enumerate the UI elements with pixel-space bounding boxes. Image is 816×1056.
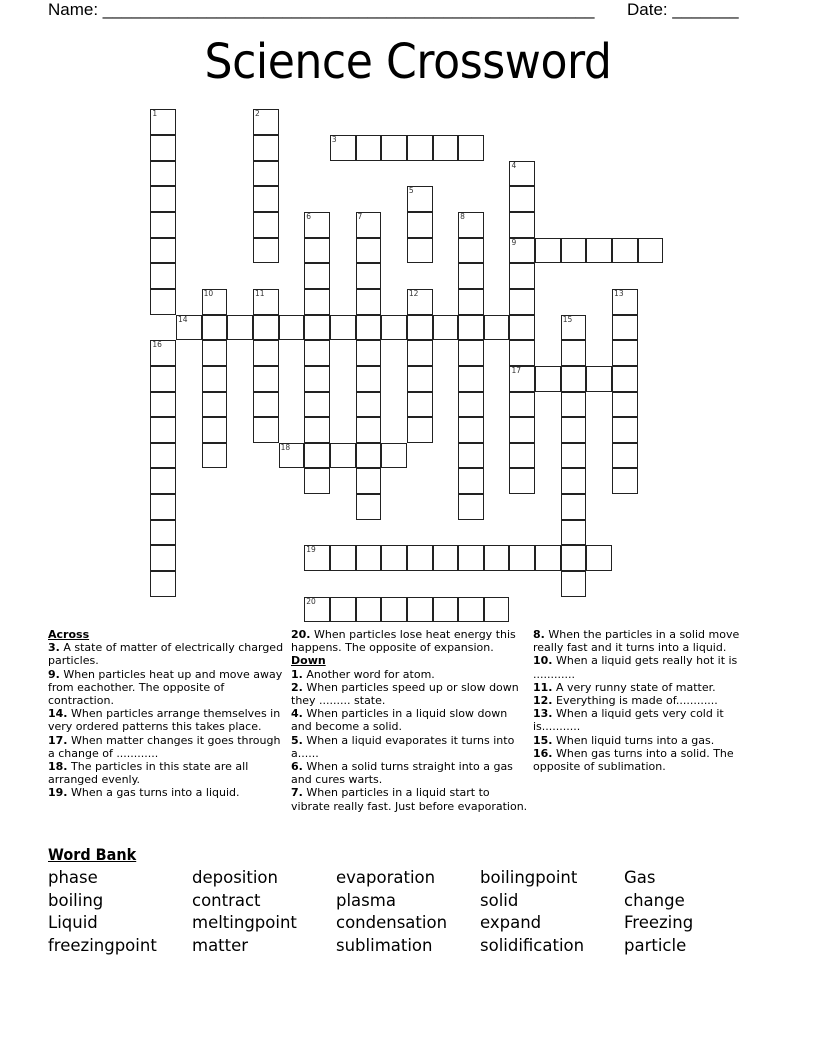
grid-cell[interactable] [202,315,228,341]
grid-cell[interactable] [458,366,484,392]
grid-cell[interactable] [150,494,176,520]
clue-number: 18 [280,442,291,452]
grid-cell[interactable] [304,340,330,366]
grid-cell[interactable] [202,366,228,392]
grid-cell[interactable] [509,263,535,289]
word-bank-word: solid [480,890,519,910]
grid-cell[interactable] [150,161,176,187]
word-bank-word: expand [480,913,542,933]
grid-cell[interactable] [433,597,459,623]
grid-cell[interactable] [638,238,664,264]
clue-down-12: 12. Everything is made of............ [533,694,718,708]
clue-number: 3 [331,135,337,144]
clue-number: 5 [408,186,414,196]
clues-column-1 [48,628,284,800]
grid-cell[interactable] [509,392,535,418]
clue-number: 6 [306,211,312,221]
grid-cell[interactable] [561,571,587,597]
grid-cell[interactable] [253,135,279,161]
clue-down-6: 6. When a solid turns straight into a gas and cures warts. [291,760,513,787]
clue-down-10: 10. When a liquid gets really hot it is ............ [533,654,738,681]
grid-cell[interactable] [304,289,330,315]
word-bank-word: evaporation [336,868,436,887]
grid-cell[interactable] [150,340,176,366]
grid-cell[interactable] [561,545,587,571]
grid-cell[interactable] [150,238,176,264]
clue-number: 20 [306,596,316,606]
grid-cell[interactable] [381,315,407,341]
grid-cell[interactable] [253,212,279,238]
grid-cell[interactable] [561,494,587,520]
word-bank-word: change [624,890,685,910]
grid-cell[interactable] [150,186,176,212]
grid-cell[interactable] [458,263,484,289]
clue-number: 4 [511,160,517,170]
grid-cell[interactable] [484,597,510,623]
word-bank-word: Freezing [624,913,694,933]
grid-cell[interactable] [484,545,510,571]
clue-down-7: 7. When particles in a liquid start to vibrate really fast. Just before evaporation. [291,786,528,813]
clue-number: 8 [460,211,465,221]
grid-cell[interactable] [612,289,638,315]
word-bank-word: matter [192,935,249,955]
clue-across-19: 19. When a gas turns into a liquid. [48,786,240,800]
word-bank-row [48,935,768,958]
grid-cell[interactable] [407,392,433,418]
grid-cell[interactable] [407,340,433,366]
grid-cell[interactable] [458,443,484,469]
grid-cell[interactable] [509,315,535,341]
clue-number: 16 [152,340,162,350]
grid-cell[interactable] [356,597,382,623]
grid-cell[interactable] [458,289,484,315]
clue-number: 9 [511,237,517,247]
grid-cell[interactable] [227,315,253,341]
grid-cell[interactable] [407,135,433,161]
word-bank-word: phase [48,868,98,887]
grid-cell[interactable] [612,315,638,341]
grid-cell[interactable] [458,545,484,571]
word-bank-word: deposition [192,868,278,887]
grid-cell[interactable] [509,417,535,443]
grid-cell[interactable] [253,417,279,443]
grid-cell[interactable] [304,392,330,418]
grid-cell[interactable] [561,366,587,392]
grid-cell[interactable] [612,443,638,469]
grid-cell[interactable] [356,417,382,443]
grid-cell[interactable] [356,366,382,392]
clue-across-3: 3. A state of matter of electrically charged particles. [48,641,284,668]
grid-cell[interactable] [612,366,638,392]
grid-cell[interactable] [202,340,228,366]
grid-cell[interactable] [356,494,382,520]
grid-cell[interactable] [612,238,638,264]
name-field[interactable]: Name: ____________________________________________________ [48,0,595,19]
grid-cell[interactable] [458,392,484,418]
grid-cell[interactable] [150,289,176,315]
grid-cell[interactable] [356,468,382,494]
grid-cell[interactable] [433,545,459,571]
grid-cell[interactable] [330,597,356,623]
grid-cell[interactable] [407,545,433,571]
grid-cell[interactable] [407,212,433,238]
grid-cell[interactable] [356,263,382,289]
clue-number: 11 [254,288,265,298]
word-bank-word: freezingpoint [48,935,157,955]
crossword-grid [151,110,671,630]
clue-number: 7 [357,211,363,221]
grid-cell[interactable] [509,340,535,366]
grid-cell[interactable] [150,263,176,289]
header [48,0,739,20]
word-bank-row [48,890,768,913]
grid-cell[interactable] [407,417,433,443]
word-bank-word: solidification [480,935,585,955]
word-bank-word: boilingpoint [480,868,578,887]
grid-cell[interactable] [304,443,330,469]
grid-cell[interactable] [150,109,176,135]
grid-cell[interactable] [202,443,228,469]
grid-cell[interactable] [356,340,382,366]
grid-cell[interactable] [150,417,176,443]
grid-cell[interactable] [150,468,176,494]
clue-number: 2 [254,109,260,119]
clue-down-16: 16. When gas turns into a solid. The opposite of sublimation. [533,746,734,774]
word-bank [48,867,768,957]
grid-cell[interactable] [304,212,330,238]
clue-number: 1 [152,109,158,119]
clue-number: 10 [203,288,214,298]
grid-cell[interactable] [484,315,510,341]
grid-cell[interactable] [253,161,279,187]
grid-cell[interactable] [304,366,330,392]
clue-number: 12 [408,288,419,298]
grid-cell[interactable] [150,392,176,418]
grid-cell[interactable] [535,238,561,264]
grid-cell[interactable] [407,366,433,392]
grid-cell[interactable] [150,443,176,469]
grid-cell[interactable] [304,417,330,443]
grid-cell[interactable] [381,443,407,469]
date-field[interactable]: Date: _______ [627,0,739,19]
grid-cell[interactable] [304,468,330,494]
grid-cell[interactable] [509,545,535,571]
grid-cell[interactable] [458,468,484,494]
grid-cell[interactable] [304,238,330,264]
word-bank-word: sublimation [336,935,433,955]
clue-down-4: 4. When particles in a liquid slow down and become a solid. [291,707,508,734]
grid-cell[interactable] [381,597,407,623]
grid-cell[interactable] [509,186,535,212]
grid-cell[interactable] [356,135,382,161]
word-bank-word: boiling [48,890,104,910]
word-bank-row [48,912,768,935]
grid-cell[interactable] [279,315,305,341]
clues-column-2 [291,628,531,813]
clue-number: 19 [306,545,316,555]
grid-cell[interactable] [561,315,587,341]
grid-cell[interactable] [202,392,228,418]
grid-cell[interactable] [407,186,433,212]
grid-cell[interactable] [561,340,587,366]
clue-number: 17 [511,365,521,375]
word-bank-word: condensation [336,913,448,933]
grid-cell[interactable] [509,212,535,238]
grid-cell[interactable] [304,545,330,571]
grid-cell[interactable] [330,443,356,469]
clue-down-15: 15. When liquid turns into a gas. [533,733,715,747]
grid-cell[interactable] [407,315,433,341]
grid-cell[interactable] [202,417,228,443]
grid-cell[interactable] [458,315,484,341]
grid-cell[interactable] [433,315,459,341]
grid-cell[interactable] [330,545,356,571]
grid-cell[interactable] [381,135,407,161]
clue-number: 14 [178,314,188,324]
grid-cell[interactable] [253,315,279,341]
grid-cell[interactable] [356,392,382,418]
grid-cell[interactable] [586,366,612,392]
grid-cell[interactable] [509,161,535,187]
across-heading: Across [48,628,90,641]
grid-cell[interactable] [586,545,612,571]
grid-cell[interactable] [612,417,638,443]
grid-cell[interactable] [356,315,382,341]
clue-number: 13 [614,288,624,298]
grid-cell[interactable] [458,135,484,161]
clue-down-2: 2. When particles speed up or slow down they ......... state. [291,680,519,708]
clue-down-1: 1. Another word for atom. [291,667,435,681]
clue-down-13: 13. When a liquid gets very cold it is........... [533,707,724,734]
grid-cell[interactable] [304,315,330,341]
grid-cell[interactable] [561,443,587,469]
clue-across-20: 20. When particles lose heat energy this happens. The opposite of expansion. [291,628,516,655]
grid-cell[interactable] [150,212,176,238]
grid-cell[interactable] [535,366,561,392]
down-heading: Down [291,654,326,668]
clues-column-3 [533,628,769,773]
grid-cell[interactable] [509,289,535,315]
grid-cell[interactable] [612,340,638,366]
grid-cell[interactable] [509,238,535,264]
grid-cell[interactable] [561,238,587,264]
grid-cell[interactable] [458,238,484,264]
grid-cell[interactable] [279,443,305,469]
grid-cell[interactable] [407,238,433,264]
word-bank-word: contract [192,890,261,910]
clue-down-8: 8. When the particles in a solid move really fast and it turns into a liquid. [533,628,740,655]
grid-cell[interactable] [356,238,382,264]
grid-cell[interactable] [253,366,279,392]
grid-cell[interactable] [381,545,407,571]
grid-cell[interactable] [458,340,484,366]
grid-cell[interactable] [458,212,484,238]
word-bank-word: meltingpoint [192,913,297,933]
grid-cell[interactable] [202,289,228,315]
grid-cell[interactable] [561,520,587,546]
word-bank-word: particle [624,935,687,955]
grid-cell[interactable] [535,545,561,571]
grid-cell[interactable] [150,520,176,546]
page-title: Science Crossword [204,34,612,90]
clue-across-9: 9. When particles heat up and move away from eachother. The opposite of contraction. [48,667,283,708]
clue-across-17: 17. When matter changes it goes through a change of ............ [48,733,281,760]
grid-cell[interactable] [330,315,356,341]
word-bank-word: Gas [624,868,656,887]
grid-cell[interactable] [356,289,382,315]
clue-number: 15 [562,314,573,324]
grid-cell[interactable] [458,597,484,623]
grid-cell[interactable] [458,494,484,520]
word-bank-word: plasma [336,890,396,910]
grid-cell[interactable] [407,289,433,315]
grid-cell[interactable] [176,315,202,341]
clue-across-18: 18. The particles in this state are all arranged evenly. [48,760,249,787]
grid-cell[interactable] [304,597,330,623]
grid-cell[interactable] [356,443,382,469]
word-bank-row [48,867,768,890]
grid-cell[interactable] [561,392,587,418]
grid-cell[interactable] [150,545,176,571]
grid-cell[interactable] [304,263,330,289]
grid-cell[interactable] [509,443,535,469]
grid-cell[interactable] [253,340,279,366]
grid-cell[interactable] [253,238,279,264]
grid-cell[interactable] [433,135,459,161]
clue-across-14: 14. When particles arrange themselves in very ordered patterns this takes place. [48,707,281,734]
grid-cell[interactable] [612,468,638,494]
grid-cell[interactable] [586,238,612,264]
grid-cell[interactable] [356,212,382,238]
grid-cell[interactable] [253,289,279,315]
grid-cell[interactable] [150,135,176,161]
grid-cell[interactable] [150,571,176,597]
grid-cell[interactable] [612,392,638,418]
clue-down-11: 11. A very runny state of matter. [533,680,716,694]
grid-cell[interactable] [150,366,176,392]
grid-cell[interactable] [253,392,279,418]
grid-cell[interactable] [509,366,535,392]
grid-cell[interactable] [330,135,356,161]
grid-cell[interactable] [253,109,279,135]
grid-cell[interactable] [458,417,484,443]
grid-cell[interactable] [509,468,535,494]
grid-cell[interactable] [561,417,587,443]
clue-down-5: 5. When a liquid evaporates it turns into a...... [291,733,515,760]
word-bank-title: Word Bank [48,845,137,864]
word-bank-word: Liquid [48,913,98,933]
grid-cell[interactable] [407,597,433,623]
grid-cell[interactable] [253,186,279,212]
grid-cell[interactable] [356,545,382,571]
grid-cell[interactable] [561,468,587,494]
